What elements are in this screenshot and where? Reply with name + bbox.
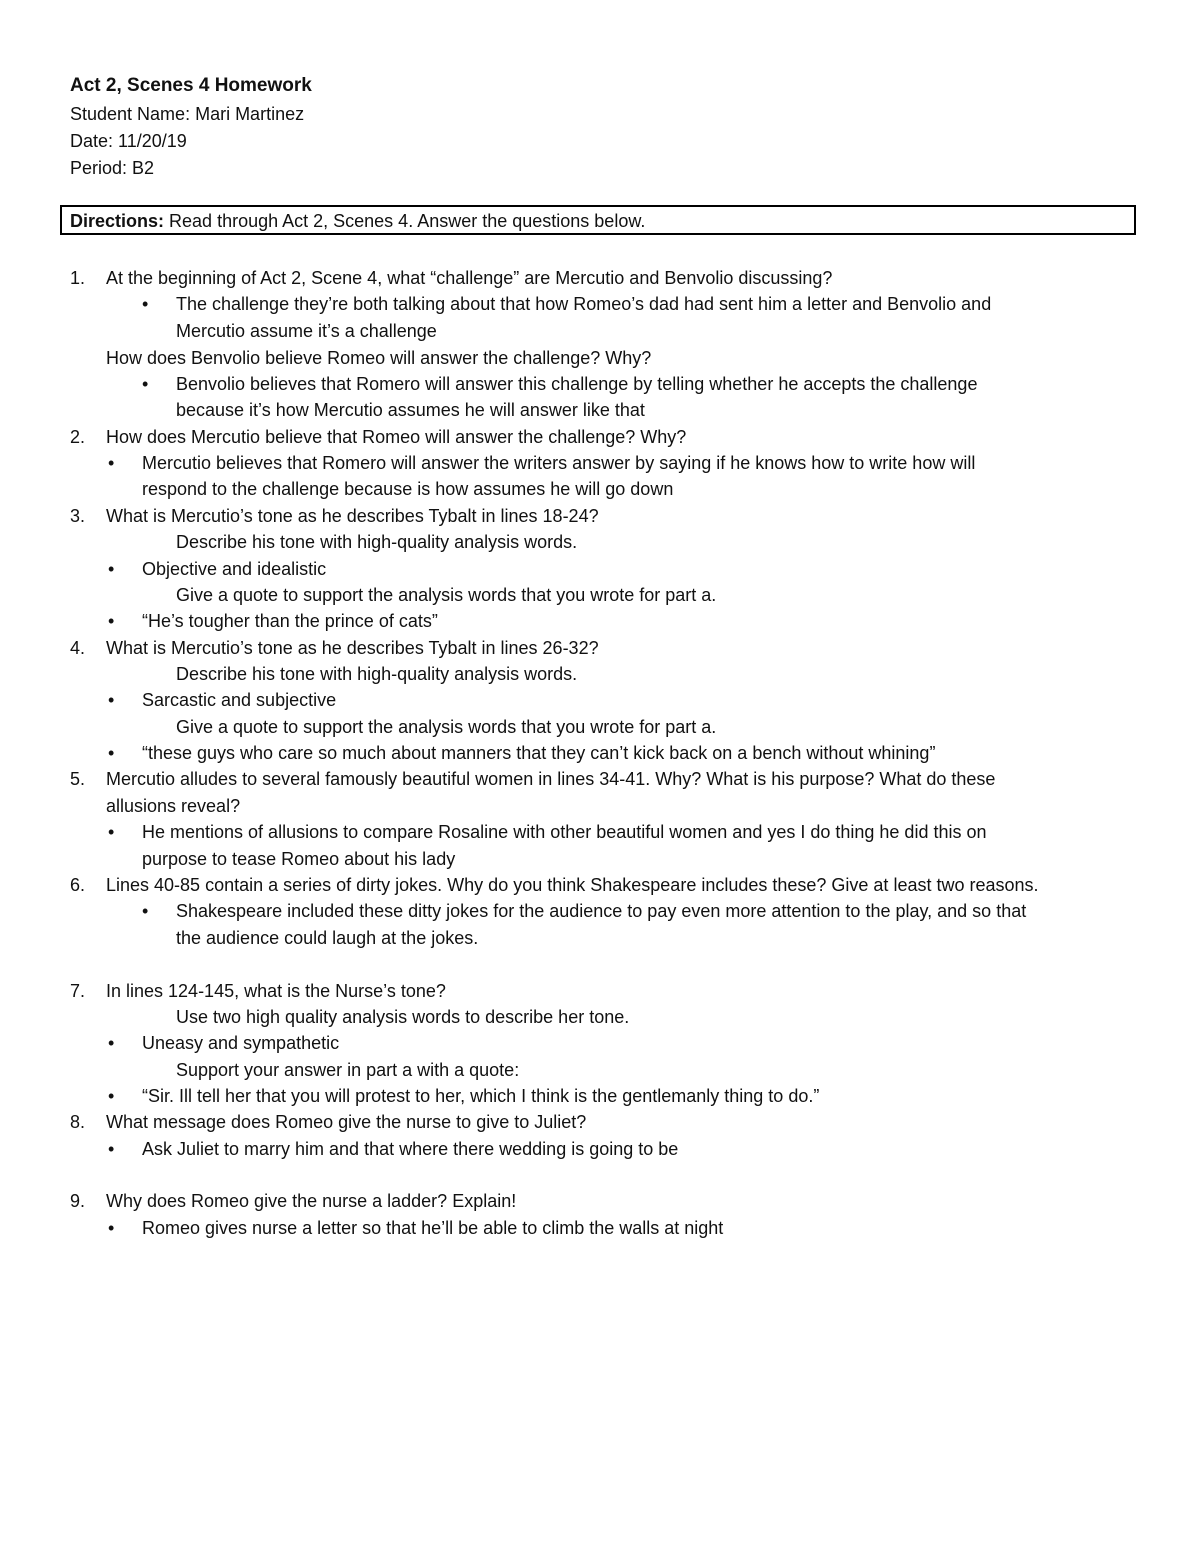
bullet: •	[142, 901, 149, 921]
question-number: 9.	[70, 1191, 86, 1211]
question-2: How does Mercutio believe that Romeo will answer the challenge? Why?	[106, 427, 687, 447]
bullet: •	[142, 294, 149, 314]
question-number: 6.	[70, 875, 86, 895]
bullet: •	[108, 743, 115, 763]
question-number: 8.	[70, 1112, 86, 1132]
bullet: •	[108, 822, 115, 842]
question-number: 4.	[70, 638, 86, 658]
question-3-part-a: Describe his tone with high-quality analysis words.	[176, 532, 578, 552]
date-line: Date: 11/20/19	[70, 131, 187, 151]
question-6: Lines 40-85 contain a series of dirty jokes. Why do you think Shakespeare includes these? Give at least two reasons.	[106, 875, 1039, 895]
question-4-part-a: Describe his tone with high-quality analysis words.	[176, 664, 578, 684]
answer-6-line-1: Shakespeare included these ditty jokes for the audience to pay even more attention to the play, and so that	[176, 901, 1027, 921]
bullet: •	[142, 374, 149, 394]
answer-3-b: “He’s tougher than the prince of cats”	[142, 611, 438, 631]
student-name: Student Name: Mari Martinez	[70, 104, 305, 124]
bullet: •	[108, 559, 115, 579]
answer-3-a: Objective and idealistic	[142, 559, 327, 579]
question-7-part-b: Support your answer in part a with a quote:	[176, 1060, 520, 1080]
answer-4-a: Sarcastic and subjective	[142, 690, 337, 710]
answer-9: Romeo gives nurse a letter so that he’ll be able to climb the walls at night	[142, 1218, 724, 1238]
directions-label: Directions:	[70, 211, 165, 231]
bullet: •	[108, 611, 115, 631]
question-8: What message does Romeo give the nurse to give to Juliet?	[106, 1112, 587, 1132]
page-title: Act 2, Scenes 4 Homework	[70, 75, 312, 96]
bullet: •	[108, 1218, 115, 1238]
question-9: Why does Romeo give the nurse a ladder? Explain!	[106, 1191, 517, 1211]
question-number: 2.	[70, 427, 86, 447]
answer-8: Ask Juliet to marry him and that where there wedding is going to be	[142, 1139, 679, 1159]
bullet: •	[108, 1086, 115, 1106]
bullet: •	[108, 453, 115, 473]
period-line: Period: B2	[70, 158, 155, 178]
directions-body: Read through Act 2, Scenes 4. Answer the questions below.	[164, 211, 646, 231]
bullet: •	[108, 690, 115, 710]
answer-5-line-2: purpose to tease Romeo about his lady	[142, 849, 456, 869]
directions-text	[70, 209, 645, 233]
question-3-part-b: Give a quote to support the analysis words that you wrote for part a.	[176, 585, 717, 605]
answer-2-line-1: Mercutio believes that Romero will answer the writers answer by saying if he knows how to write how will	[142, 453, 976, 473]
question-7-part-a: Use two high quality analysis words to describe her tone.	[176, 1007, 630, 1027]
question-number: 5.	[70, 769, 86, 789]
answer-4-b: “these guys who care so much about manners that they can’t kick back on a bench without whining”	[142, 743, 936, 763]
question-4-part-b: Give a quote to support the analysis words that you wrote for part a.	[176, 717, 717, 737]
bullet: •	[108, 1033, 115, 1053]
question-number: 1.	[70, 268, 86, 288]
question-number: 3.	[70, 506, 86, 526]
question-4: What is Mercutio’s tone as he describes Tybalt in lines 26-32?	[106, 638, 599, 658]
question-7: In lines 124-145, what is the Nurse’s tone?	[106, 981, 446, 1001]
answer-1-line-1: The challenge they’re both talking about that how Romeo’s dad had sent him a letter and Benvolio and	[176, 294, 992, 314]
question-5-line-2: allusions reveal?	[106, 796, 241, 816]
question-5-line-1: Mercutio alludes to several famously beautiful women in lines 34-41. Why? What is his purpose? What do these	[106, 769, 996, 789]
question-1-sub: How does Benvolio believe Romeo will answer the challenge? Why?	[106, 348, 652, 368]
answer-6-line-2: the audience could laugh at the jokes.	[176, 928, 479, 948]
question-number: 7.	[70, 981, 86, 1001]
directions-box	[60, 205, 1136, 235]
answer-2-line-2: respond to the challenge because is how assumes he will go down	[142, 479, 674, 499]
answer-1-line-2: Mercutio assume it’s a challenge	[176, 321, 437, 341]
answer-7-b: “Sir. Ill tell her that you will protest to her, which I think is the gentlemanly thing to do.”	[142, 1086, 820, 1106]
answer-7-a: Uneasy and sympathetic	[142, 1033, 340, 1053]
question-3: What is Mercutio’s tone as he describes Tybalt in lines 18-24?	[106, 506, 599, 526]
answer-1-sub-line-1: Benvolio believes that Romero will answer this challenge by telling whether he accepts the challenge	[176, 374, 978, 394]
answer-1-sub-line-2: because it’s how Mercutio assumes he will answer like that	[176, 400, 645, 420]
answer-5-line-1: He mentions of allusions to compare Rosaline with other beautiful women and yes I do thing he did this on	[142, 822, 987, 842]
question-1: At the beginning of Act 2, Scene 4, what “challenge” are Mercutio and Benvolio discussing?	[106, 268, 833, 288]
bullet: •	[108, 1139, 115, 1159]
